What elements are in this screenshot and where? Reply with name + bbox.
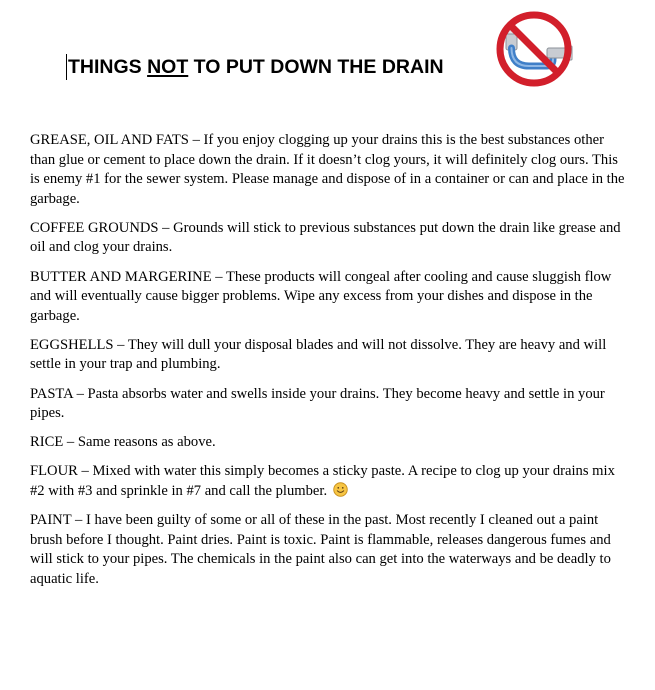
page-title <box>68 56 444 79</box>
item-label: GREASE, OIL AND FATS <box>30 132 189 148</box>
item-text: – I have been guilty of some or all of these in the past. Most recently I cleaned out a paint brush before I thought. Paint dries. Paint is toxic. Paint is flammable, releases dangerous fumes and will stick to your pipes. The chemicals in the paint also can get into the waterways and be deadly to aquatic life. <box>30 512 611 587</box>
item-label: COFFEE GROUNDS <box>30 219 159 236</box>
item-text: – If you enjoy clogging up your drains this is the best substances other than glue or cement to place down the drain. If it doesn’t clog yours, it will definitely clog ours. This is enemy #1 for the sewer system. Please manage and dispose of in a container or can and place in the garbage. <box>30 132 625 207</box>
item-text: – They will dull your disposal blades and will not dissolve. They are heavy and will settle in your trap and plumbing. <box>30 336 607 373</box>
title-suffix: TO PUT DOWN THE DRAIN <box>188 55 444 78</box>
text-cursor <box>66 54 67 80</box>
title-emphasis: NOT <box>147 55 189 78</box>
smiley-icon <box>333 482 348 497</box>
item-text: – Pasta absorbs water and swells inside your drains. They become heavy and settle in your pipes. <box>30 385 605 422</box>
item-label: BUTTER AND MARGERINE <box>30 268 212 285</box>
item-text: – Grounds will stick to previous substances put down the drain like grease and oil and clog your drains. <box>30 219 621 256</box>
item-label: EGGSHELLS <box>30 336 114 353</box>
list-item <box>30 385 630 424</box>
list-item <box>30 131 630 209</box>
list-item <box>30 433 630 453</box>
item-label: RICE <box>30 434 64 451</box>
drain-items-list <box>30 131 630 599</box>
list-item <box>30 511 630 589</box>
item-label: PAINT <box>30 512 72 528</box>
no-drain-icon <box>489 10 579 88</box>
list-item <box>30 219 630 258</box>
title-prefix: THINGS <box>68 55 148 78</box>
item-text: – Same reasons as above. <box>63 434 216 451</box>
item-text: – These products will congeal after cooling and cause sluggish flow and will eventually cause bigger problems. Wipe any excess from your dishes and dispose in the garbage. <box>30 268 612 324</box>
page-header <box>66 52 444 82</box>
list-item <box>30 462 630 501</box>
item-text: – Mixed with water this simply becomes a sticky paste. A recipe to clog up your drains mix #2 with #3 and sprinkle in #7 and call the plumber. <box>30 463 615 499</box>
list-item <box>30 268 630 327</box>
item-label: FLOUR <box>30 463 78 480</box>
item-label: PASTA <box>30 385 73 402</box>
list-item <box>30 336 630 375</box>
